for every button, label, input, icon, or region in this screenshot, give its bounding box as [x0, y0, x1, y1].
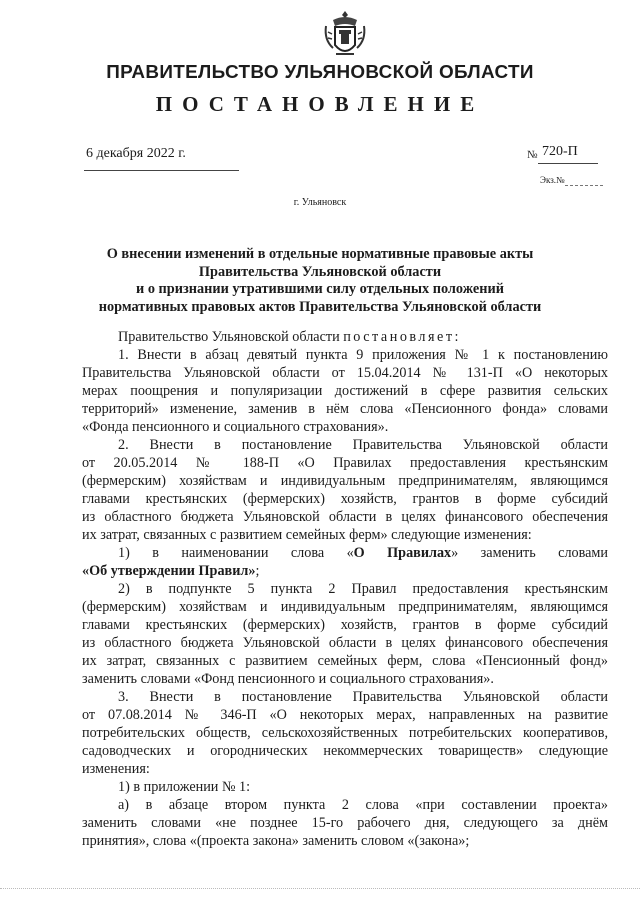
intro-spaced-text: постановляет:	[343, 329, 461, 345]
subitem-text: ;	[255, 563, 260, 579]
paragraph-line: «Фонда пенсионного и социального страхования».	[82, 419, 389, 435]
paragraph-line: 1. Внести в абзац девятый пункта 9 приложения № 1 к постановлению	[118, 347, 608, 363]
paragraph-line: от 07.08.2014 № 346-П «О некоторых мерах, направленных на развитие	[82, 707, 608, 723]
subitem-text: 1) в наименовании слова «	[118, 545, 354, 561]
decree-number: 720-П	[542, 144, 578, 159]
paragraph-line: из областного бюджета Ульяновской области в целях финансового обеспечения	[82, 635, 608, 651]
paragraph-line: 2) в подпункте 5 пункта 2 Правил предоставления крестьянским	[118, 581, 608, 597]
paragraph-line: заменить словами «Фонд пенсионного и социального страхования».	[82, 671, 494, 687]
decree-body	[82, 328, 608, 850]
paragraph-line: а) в абзаце втором пункта 2 слова «при составлении проекта»	[118, 797, 608, 813]
paragraph-line: заменить словами «не позднее 15-го рабочего дня, следующего за днём	[82, 815, 608, 831]
paragraph-line: территорий» изменение, заменив в нём слова «Пенсионного фонда» словами	[82, 401, 608, 417]
subitem-line	[82, 544, 608, 562]
date-underline	[84, 170, 239, 171]
paragraph-line: главами крестьянских (фермерских) хозяйств, грантов в форме субсидий	[82, 617, 608, 633]
copy-number-line	[565, 185, 603, 186]
paragraph-line: садоводческих и огороднических некоммерческих товариществ» следующие	[82, 743, 608, 759]
paragraph-line: 2. Внести в постановление Правительства Ульяновской области	[118, 437, 608, 453]
number-underline	[538, 163, 598, 164]
intro-text: Правительство Ульяновской области	[118, 329, 344, 345]
paragraph-line: мерах поощрения и популяризации достижений в сфере развития сельских	[82, 383, 608, 399]
bold-phrase: О Правилах	[353, 545, 452, 561]
paragraph-line: 3. Внести в постановление Правительства Ульяновской области	[118, 689, 608, 705]
ulyanovsk-coat-of-arms-icon	[322, 8, 368, 62]
decree-date: 6 декабря 2022 г.	[86, 146, 186, 161]
number-sign: №	[527, 149, 538, 161]
paragraph-line: из областного бюджета Ульяновской области в целях финансового обеспечения	[82, 509, 608, 525]
paragraph-line: изменения:	[82, 761, 150, 777]
document-type: ПОСТАНОВЛЕНИЕ	[155, 92, 485, 116]
decree-title	[40, 246, 600, 316]
intro-line	[82, 328, 608, 346]
title-line: Правительства Ульяновской области	[198, 263, 442, 280]
copy-number-label: Экз.№	[540, 175, 565, 185]
paragraph-line: их затрат, связанных с развитием семейных ферм, слова «Пенсионный фонд»	[82, 653, 608, 669]
city-label: г. Ульяновск	[293, 197, 347, 208]
paragraph-line: от 20.05.2014 № 188-П «О Правилах предоставления крестьянским	[82, 455, 608, 471]
paragraph-line: (фермерским) хозяйствам и индивидуальным предпринимателям, являющимся	[82, 473, 608, 489]
scan-edge-divider	[0, 888, 640, 890]
paragraph-line: потребительских обществ, сельскохозяйственных потребительских кооперативов,	[82, 725, 608, 741]
title-line: и о признании утратившими силу отдельных положений	[136, 281, 504, 298]
paragraph-line: главами крестьянских (фермерских) хозяйств, грантов в форме субсидий	[82, 491, 608, 507]
bold-phrase: «Об утверждении Правил»	[82, 563, 256, 579]
government-name: ПРАВИТЕЛЬСТВО УЛЬЯНОВСКОЙ ОБЛАСТИ	[106, 62, 534, 82]
paragraph-line: 1) в приложении № 1:	[118, 779, 251, 795]
title-line: нормативных правовых актов Правительства Ульяновской области	[98, 298, 542, 315]
subitem-text: » заменить словами	[451, 545, 609, 561]
subitem-line	[82, 562, 608, 580]
title-line: О внесении изменений в отдельные нормативные правовые акты	[106, 246, 534, 262]
paragraph-line: (фермерским) хозяйствам и индивидуальным предпринимателям, являющимся	[82, 599, 608, 615]
paragraph-line: принятия», слова «(проекта закона» заменить словом «(закона»;	[82, 833, 470, 849]
paragraph-line: Правительства Ульяновской области от 15.04.2014 № 131-П «О некоторых	[82, 365, 608, 381]
paragraph-line: их затрат, связанных с развитием семейных ферм» следующие изменения:	[82, 527, 532, 543]
